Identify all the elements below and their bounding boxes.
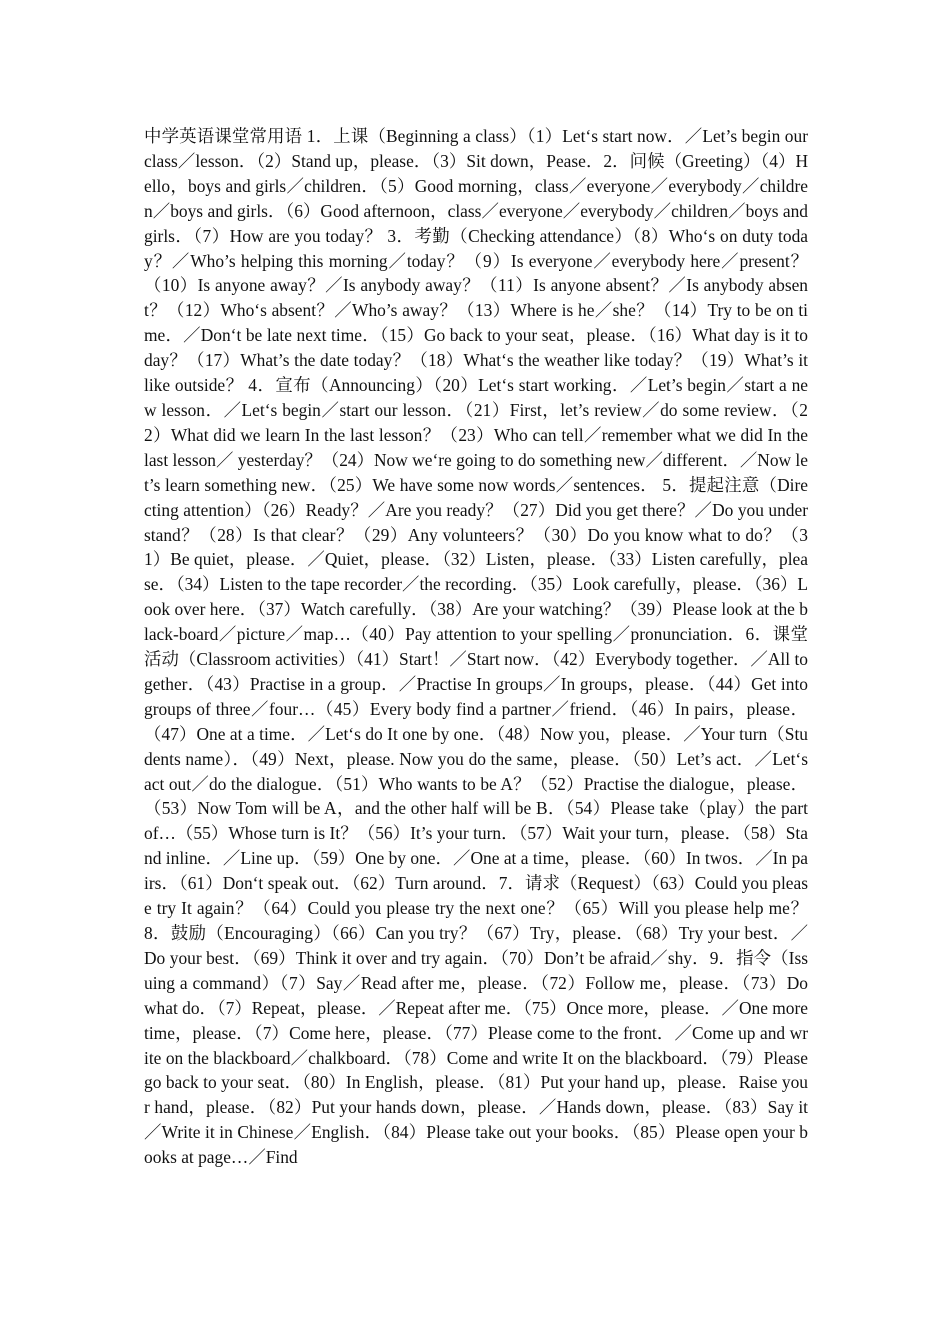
document-body-text: 中学英语课堂常用语 1．上课（Beginning a class）（1）Let‘s start now．／Let’s begin our class／lesson．（2）Stand up，please．（3）Sit down，Pease．2．问候（Greeting）（4）Hello，boys and girls／children．（5）Good morning，class／everyone／everybody／children／boys and girls．（6）Good afternoon，class／everyone／everybody／children／boys and girls．（7）How are you today？ 3．考勤（Checking attendance）（8）Who‘s on duty today？／Who’s helping this morning／today？（9）Is everyone／everybody here／present？（10）Is anyone away？／Is anybody away？（11）Is anyone absent？／Is anybody absent？（12）Who‘s absent？／Who’s away？（13）Where is he／she？（14）Try to be on time．／Don‘t be late next time．（15）Go back to your seat，please．（16）What day is it today？（17）What’s the date today？（18）What‘s the weather like today？（19）What’s it like outside？ 4．宣布（Announcing）（20）Let‘s start working．／Let’s begin／start a new lesson．／Let‘s begin／start our lesson．（21）First，let’s review／do some review．（22）What did we learn In the last lesson？（23）Who can tell／remember what we did In the last lesson／ yesterday？（24）Now we‘re going to do something new／different．／Now let’s learn something new．（25）We have some now words／sentences． 5．提起注意（Directing attention）（26）Ready？／Are you ready？（27）Did you get there？／Do you understand？（28）Is that clear？（29）Any volunteers？（30）Do you know what to do？（31）Be quiet，please．／Quiet，please．（32）Listen，please．（33）Listen carefully，please．（34）Listen to the tape recorder／the recording．（35）Look carefully，please．（36）Look over here．（37）Watch carefully．（38）Are your watching？（39）Please look at the black-board／picture／map…（40）Pay attention to your spelling／pronunciation．6．课堂活动（Classroom activities）（41）Start！／Start now．（42）Everybody together．／All together．（43）Practise in a group．／Practise In groups／In groups，please．（44）Get into groups of three／four…（45）Every body find a partner／friend．（46）In pairs，please．（47）One at a time．／Let‘s do It one by one．（48）Now you，please．／Your turn（Students name）．（49）Next，please. Now you do the same，please．（50）Let’s act．／Let‘s act out／do the dialogue．（51）Who wants to be A？（52）Practise the dialogue，please．（53）Now Tom will be A，and the other half will be B．（54）Please take（play）the part of…（55）Whose turn is It？（56）It’s your turn．（57）Wait your turn，please．（58）Stand inline．／Line up．（59）One by one．／One at a time，please．（60）In twos．／In pairs．（61）Don‘t speak out．（62）Turn around．7．请求（Request）（63）Could you please try It again？（64）Could you please try the next one？（65）Will you please help me？ 8．鼓励（Encouraging）（66）Can you try？（67）Try，please．（68）Try your best．／Do your best．（69）Think it over and try again．（70）Don’t be afraid／shy．9．指令（Issuing a command）（7）Say／Read after me，please．（72）Follow me，please．（73）Do what do．（7）Repeat，please．／Repeat after me．（75）Once more，please．／One more time，please．（7）Come here，please．（77）Please come to the front．／Come up and write on the blackboard／chalkboard．（78）Come and write It on the blackboard．（79）Please go back to your seat．（80）In English，please．（81）Put your hand up，please．Raise your hand，please．（82）Put your hands down，please．／Hands down，please．（83）Say it／Write it in Chinese／English．（84）Please take out your books．（85）Please open your books at page…／Find <box>144 126 809 1168</box>
